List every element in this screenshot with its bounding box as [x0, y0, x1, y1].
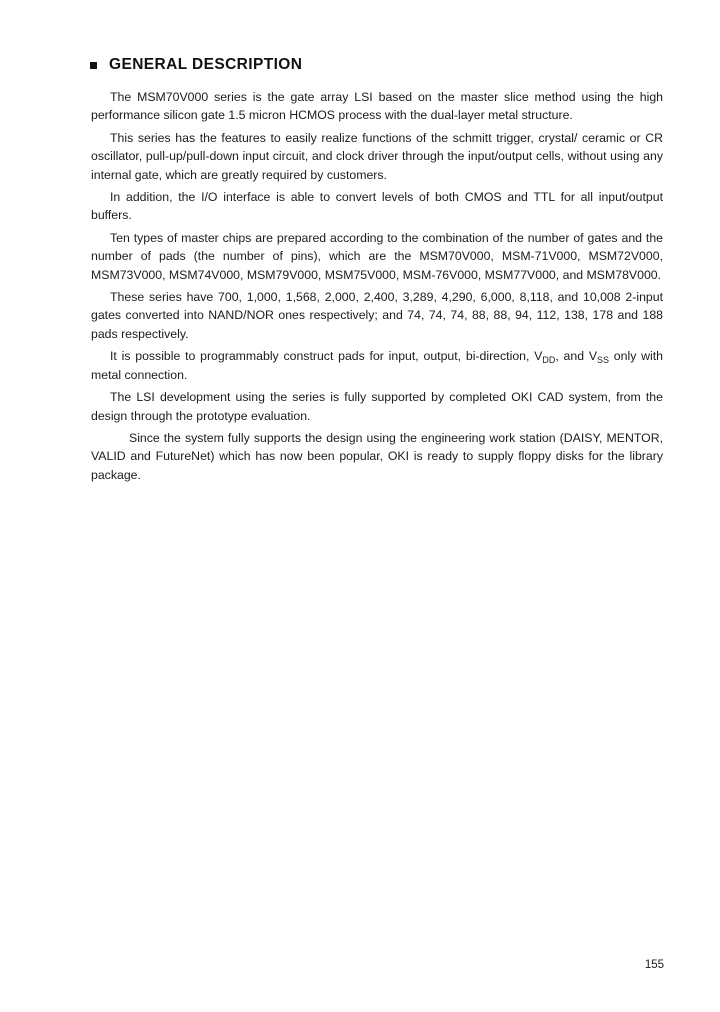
paragraph-intro: The MSM70V000 series is the gate array LSI based on the master slice method using the high performance silicon gate 1.5 micron HCMOS process with the dual-layer metal structure. [91, 90, 663, 123]
paragraph-pads [91, 347, 663, 384]
pads-text-before: It is possible to programmably construct pads for input, output, bi-direction, V [110, 349, 543, 364]
square-bullet-icon [90, 62, 97, 69]
paragraph-gate-counts: These series have 700, 1,000, 1,568, 2,000, 2,400, 3,289, 4,290, 6,000, 8,118, and 10,008 2-input gates converted into NAND/NOR ones respectively; and 74, 74, 74, 88, 88, 94, 112, 138, 178 and 188 pads respectively. [91, 290, 663, 341]
paragraph-io-interface: In addition, the I/O interface is able to convert levels of both CMOS and TTL for all input/output buffers. [91, 190, 663, 223]
section-heading [90, 56, 302, 74]
paragraph-master-chips: Ten types of master chips are prepared according to the combination of the number of gates and the number of pads (the number of pins), which are the MSM70V000, MSM-71V000, MSM72V000, MSM73V000, MSM74V000, MSM79V000, MSM75V000, MSM-76V000, MSM77V000, and MSM78V000. [91, 230, 663, 282]
body-text [91, 88, 663, 488]
pads-text-after: only with metal connection. [91, 349, 663, 382]
paragraph-cad-support: The LSI development using the series is fully supported by completed OKI CAD system, from the design through the prototype evaluation. [91, 390, 663, 423]
paragraph-library-package: Since the system fully supports the design using the engineering work station (DAISY, MENTOR, VALID and FutureNet) which has now been popular, OKI is ready to supply floppy disks for the library package. [91, 430, 663, 482]
page-number: 155 [644, 959, 664, 971]
vss-subscript: SS [597, 355, 610, 366]
pads-text-middle: , and V [555, 349, 598, 364]
vdd-subscript: DD [542, 355, 556, 366]
section-title: GENERAL DESCRIPTION [109, 56, 303, 73]
paragraph-features: This series has the features to easily realize functions of the schmitt trigger, crystal/ ceramic or CR oscillator, pull-up/pull-down input circuit, and clock driver through the input/output cells, without using any internal gate, which are greatly required by customers. [91, 130, 663, 182]
